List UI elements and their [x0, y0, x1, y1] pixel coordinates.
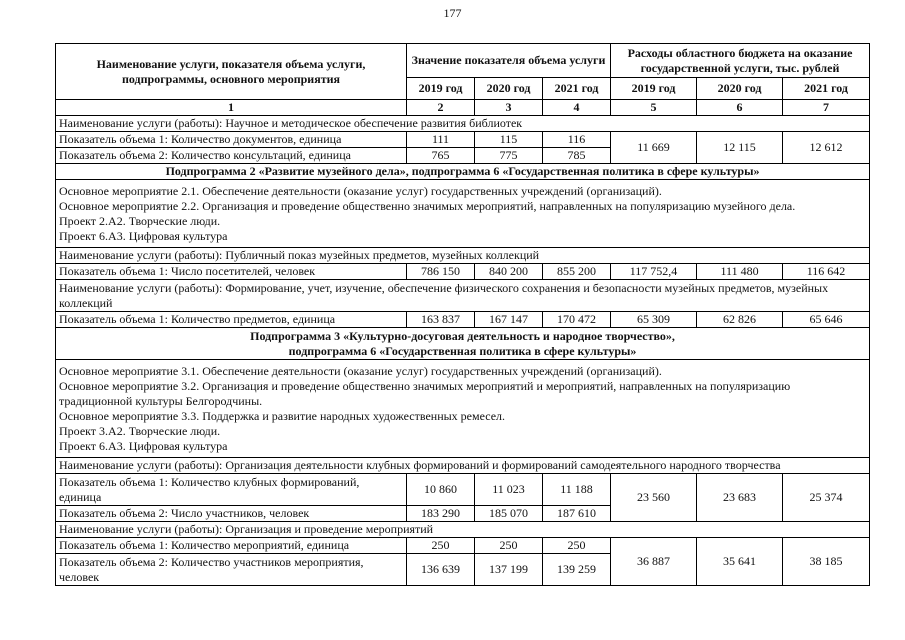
- subprogram-row: [56, 164, 870, 180]
- year-header: 2020 год: [475, 78, 543, 100]
- volume-value: 11 023: [475, 474, 543, 506]
- indicator-row: [56, 538, 870, 554]
- measure-line: Проект 2.А2. Творческие люди.: [59, 213, 221, 228]
- service-name: Наименование услуги (работы): Формирование, учет, изучение, обеспечение физического сохранения и безопасности музейных предметов, музейных коллекций: [56, 280, 870, 312]
- indicator-row: [56, 264, 870, 280]
- volume-value: 10 860: [407, 474, 475, 506]
- column-number: 3: [475, 100, 543, 116]
- measure-line: Проект 6.А3. Цифровая культура: [59, 228, 228, 243]
- measures-row: [56, 180, 870, 248]
- measure-line: Основное мероприятие 3.1. Обеспечение деятельности (оказание услуг) государственных учреждений (организаций).: [59, 363, 662, 378]
- subprogram-title-line: подпрограмма 6 «Государственная политика в сфере культуры»: [288, 343, 637, 358]
- year-header: 2020 год: [697, 78, 783, 100]
- volume-value: 765: [407, 148, 475, 164]
- budget-value: 65 309: [611, 312, 697, 328]
- service-name: Наименование услуги (работы): Организация деятельности клубных формирований и формирований самодеятельного народного творчества: [56, 458, 870, 474]
- service-row: [56, 116, 870, 132]
- header-name-column: Наименование услуги, показателя объема услуги, подпрограммы, основного мероприятия: [56, 44, 407, 100]
- budget-value: 62 826: [697, 312, 783, 328]
- subprogram-row: [56, 328, 870, 360]
- measure-line: Основное мероприятие 2.2. Организация и проведение общественно значимых мероприятий, направленных на популяризацию музейного дела.: [59, 198, 796, 213]
- year-header: 2021 год: [783, 78, 870, 100]
- budget-value: 38 185: [783, 538, 870, 586]
- volume-value: 170 472: [543, 312, 611, 328]
- budget-value: 111 480: [697, 264, 783, 280]
- volume-value: 785: [543, 148, 611, 164]
- service-row: [56, 458, 870, 474]
- measures-cell: [56, 360, 870, 458]
- budget-value: 12 612: [783, 132, 870, 164]
- indicator-row: [56, 132, 870, 148]
- budget-value: 25 374: [783, 474, 870, 522]
- budget-value: 35 641: [697, 538, 783, 586]
- column-number: 5: [611, 100, 697, 116]
- indicator-row: [56, 312, 870, 328]
- budget-value: 12 115: [697, 132, 783, 164]
- budget-value: 23 560: [611, 474, 697, 522]
- volume-value: 250: [543, 538, 611, 554]
- year-header: 2019 год: [611, 78, 697, 100]
- column-number: 1: [56, 100, 407, 116]
- indicator-name: Показатель объема 1: Количество предметов, единица: [56, 312, 407, 328]
- volume-value: 183 290: [407, 506, 475, 522]
- service-row: [56, 522, 870, 538]
- indicator-row: [56, 474, 870, 506]
- budget-value: 23 683: [697, 474, 783, 522]
- measure-line: Проект 6.А3. Цифровая культура: [59, 438, 228, 453]
- service-name: Наименование услуги (работы): Организация и проведение мероприятий: [56, 522, 870, 538]
- measure-line: Основное мероприятие 2.1. Обеспечение деятельности (оказание услуг) государственных учреждений (организаций).: [59, 183, 662, 198]
- measure-line: Проект 3.А2. Творческие люди.: [59, 423, 221, 438]
- measures-row: [56, 360, 870, 458]
- column-number: 2: [407, 100, 475, 116]
- header-budget-group: Расходы областного бюджета на оказание государственной услуги, тыс. рублей: [611, 44, 870, 78]
- page-number: 177: [443, 6, 462, 20]
- measures-cell: [56, 180, 870, 248]
- indicator-name: Показатель объема 1: Количество клубных формирований, единица: [56, 474, 407, 506]
- year-header: 2021 год: [543, 78, 611, 100]
- budget-value: 11 669: [611, 132, 697, 164]
- subprogram-title: [56, 328, 870, 360]
- measure-line: Основное мероприятие 3.2. Организация и проведение общественно значимых мероприятий и мероприятий, направленных на популяризацию традиционной культуры Белгородчины.: [59, 378, 791, 408]
- volume-value: 139 259: [543, 554, 611, 586]
- volume-value: 250: [475, 538, 543, 554]
- volume-value: 786 150: [407, 264, 475, 280]
- volume-value: 187 610: [543, 506, 611, 522]
- volume-value: 185 070: [475, 506, 543, 522]
- service-row: [56, 280, 870, 312]
- header-row: [56, 44, 870, 78]
- column-number: 4: [543, 100, 611, 116]
- budget-value: 65 646: [783, 312, 870, 328]
- budget-table: [55, 43, 870, 586]
- indicator-name: Показатель объема 1: Количество документов, единица: [56, 132, 407, 148]
- indicator-name: Показатель объема 1: Количество мероприятий, единица: [56, 538, 407, 554]
- volume-value: 163 837: [407, 312, 475, 328]
- column-number-row: [56, 100, 870, 116]
- indicator-name: Показатель объема 2: Число участников, человек: [56, 506, 407, 522]
- volume-value: 775: [475, 148, 543, 164]
- volume-value: 855 200: [543, 264, 611, 280]
- service-row: [56, 248, 870, 264]
- year-header: 2019 год: [407, 78, 475, 100]
- header-volume-group: Значение показателя объема услуги: [407, 44, 611, 78]
- volume-value: 167 147: [475, 312, 543, 328]
- indicator-name: Показатель объема 2: Количество участников мероприятия, человек: [56, 554, 407, 586]
- subprogram-title: Подпрограмма 2 «Развитие музейного дела», подпрограмма 6 «Государственная политика в сфере культуры»: [56, 164, 870, 180]
- budget-value: 116 642: [783, 264, 870, 280]
- service-name: Наименование услуги (работы): Публичный показ музейных предметов, музейных коллекций: [56, 248, 870, 264]
- measure-line: Основное мероприятие 3.3. Поддержка и развитие народных художественных ремесел.: [59, 408, 506, 423]
- column-number: 6: [697, 100, 783, 116]
- volume-value: 250: [407, 538, 475, 554]
- indicator-name: Показатель объема 1: Число посетителей, человек: [56, 264, 407, 280]
- indicator-name: Показатель объема 2: Количество консультаций, единица: [56, 148, 407, 164]
- volume-value: 840 200: [475, 264, 543, 280]
- volume-value: 11 188: [543, 474, 611, 506]
- volume-value: 137 199: [475, 554, 543, 586]
- column-number: 7: [783, 100, 870, 116]
- volume-value: 116: [543, 132, 611, 148]
- budget-value: 117 752,4: [611, 264, 697, 280]
- service-name: Наименование услуги (работы): Научное и методическое обеспечение развития библиотек: [56, 116, 870, 132]
- volume-value: 115: [475, 132, 543, 148]
- volume-value: 111: [407, 132, 475, 148]
- subprogram-title-line: Подпрограмма 3 «Культурно-досуговая деятельность и народное творчество»,: [250, 328, 675, 343]
- budget-value: 36 887: [611, 538, 697, 586]
- volume-value: 136 639: [407, 554, 475, 586]
